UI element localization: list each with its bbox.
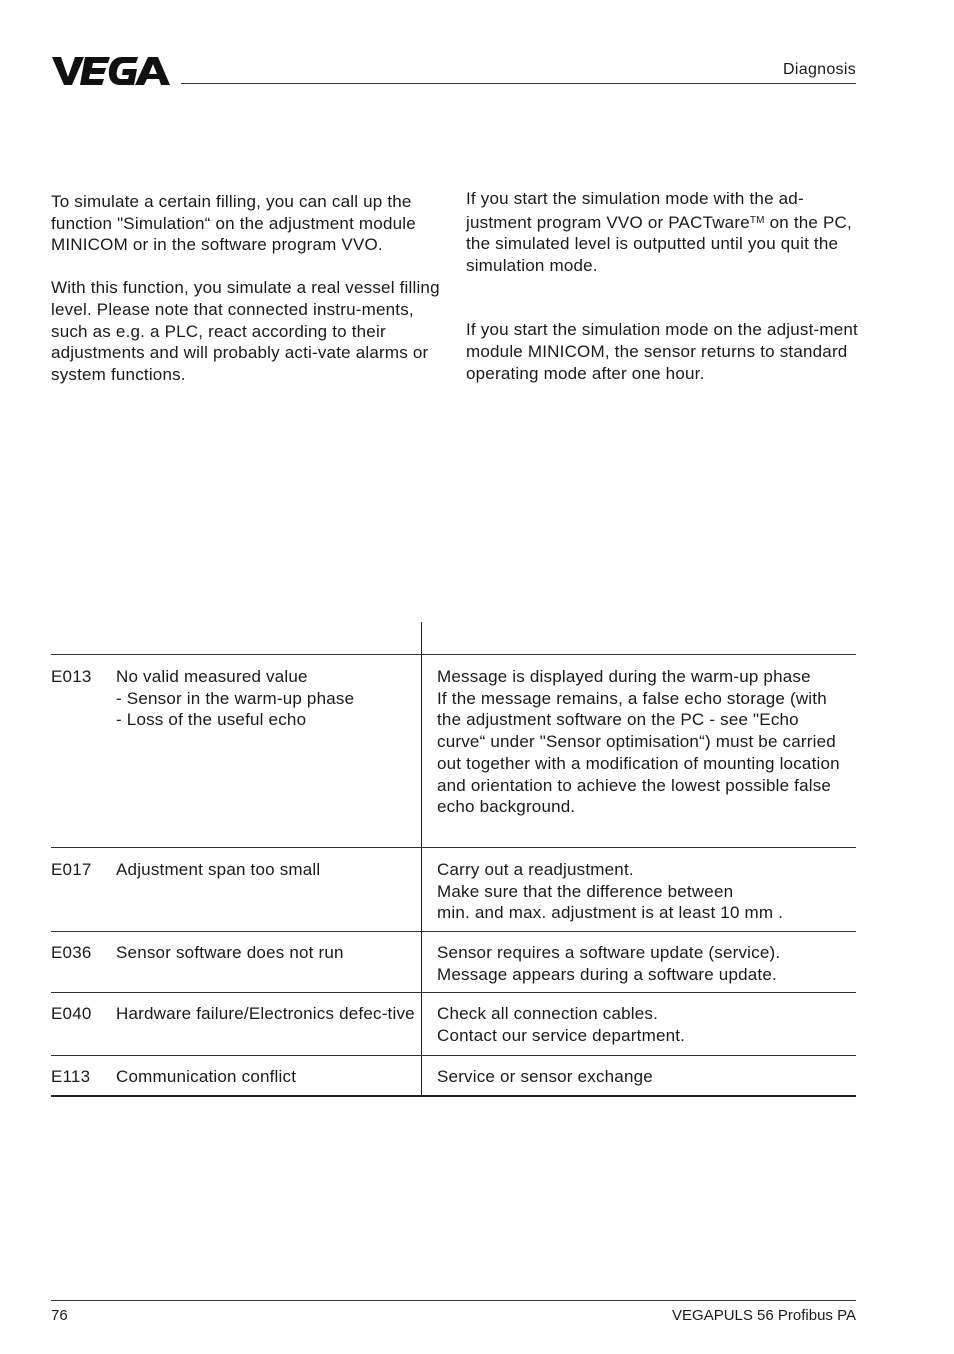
error-description: Communication conflict [116, 1067, 297, 1086]
error-remedy: Sensor requires a software update (service). Message appears during a software update. [437, 943, 781, 984]
table-row [51, 932, 856, 993]
footer-rule [51, 1300, 856, 1301]
error-description: Sensor software does not run [116, 943, 344, 962]
table-column-divider [421, 993, 422, 1055]
section-title: Diagnosis [783, 61, 856, 78]
error-description: No valid measured value - Sensor in the warm-up phase - Loss of the useful echo [116, 667, 355, 730]
error-code: E013 [51, 667, 92, 686]
error-code-table [51, 622, 856, 1097]
table-row [51, 1056, 856, 1097]
left-column [51, 191, 443, 385]
table-column-divider [421, 655, 422, 847]
table-row [51, 655, 856, 848]
error-remedy: Service or sensor exchange [437, 1067, 653, 1086]
simulation-vvo-paragraph: If you start the simulation mode with the ad-justment program VVO or PACTware™ on the PC, the simulated level is outputted until you quit the simulation mode. [466, 189, 852, 275]
vega-logo [52, 55, 172, 87]
table-column-divider [421, 932, 422, 992]
right-column [466, 188, 858, 384]
simulation-warning-paragraph: With this function, you simulate a real vessel filling level. Please note that connected instru-ments, such as e.g. a PLC, react according to their adjustments and will probably acti-vate alarms or system functions. [51, 278, 440, 384]
error-remedy: Carry out a readjustment. Make sure that the difference between min. and max. adjustment is at least 10 mm . [437, 860, 784, 923]
document-title: VEGAPULS 56 Profibus PA [672, 1307, 856, 1324]
error-code: E113 [51, 1067, 91, 1086]
simulation-intro-paragraph: To simulate a certain filling, you can call up the function "Simulation“ on the adjustment module MINICOM or in the software program VVO. [51, 192, 416, 255]
page-number: 76 [51, 1307, 68, 1324]
table-column-divider [421, 848, 422, 931]
table-column-divider [421, 622, 422, 654]
header-rule [181, 83, 856, 84]
trademark-symbol: TM [749, 214, 765, 226]
error-code: E036 [51, 943, 92, 962]
error-code: E040 [51, 1004, 92, 1023]
error-remedy: Message is displayed during the warm-up phase If the message remains, a false echo storage (with the adjustment software on the PC - see "Echo curve“ under "Sensor optimisation“) must be carried out together with a modification of mounting location and orientation to achieve the lowest possible false echo background. [437, 667, 840, 817]
table-header [51, 622, 856, 655]
simulation-minicom-paragraph: If you start the simulation mode on the adjust-ment module MINICOM, the sensor returns to standard operating mode after one hour. [466, 320, 858, 383]
table-row [51, 993, 856, 1056]
error-description: Adjustment span too small [116, 860, 321, 879]
error-remedy: Check all connection cables. Contact our service department. [437, 1004, 686, 1045]
table-column-divider [421, 1056, 422, 1097]
error-code: E017 [51, 860, 92, 879]
error-description: Hardware failure/Electronics defec-tive [116, 1004, 415, 1023]
table-row [51, 848, 856, 932]
